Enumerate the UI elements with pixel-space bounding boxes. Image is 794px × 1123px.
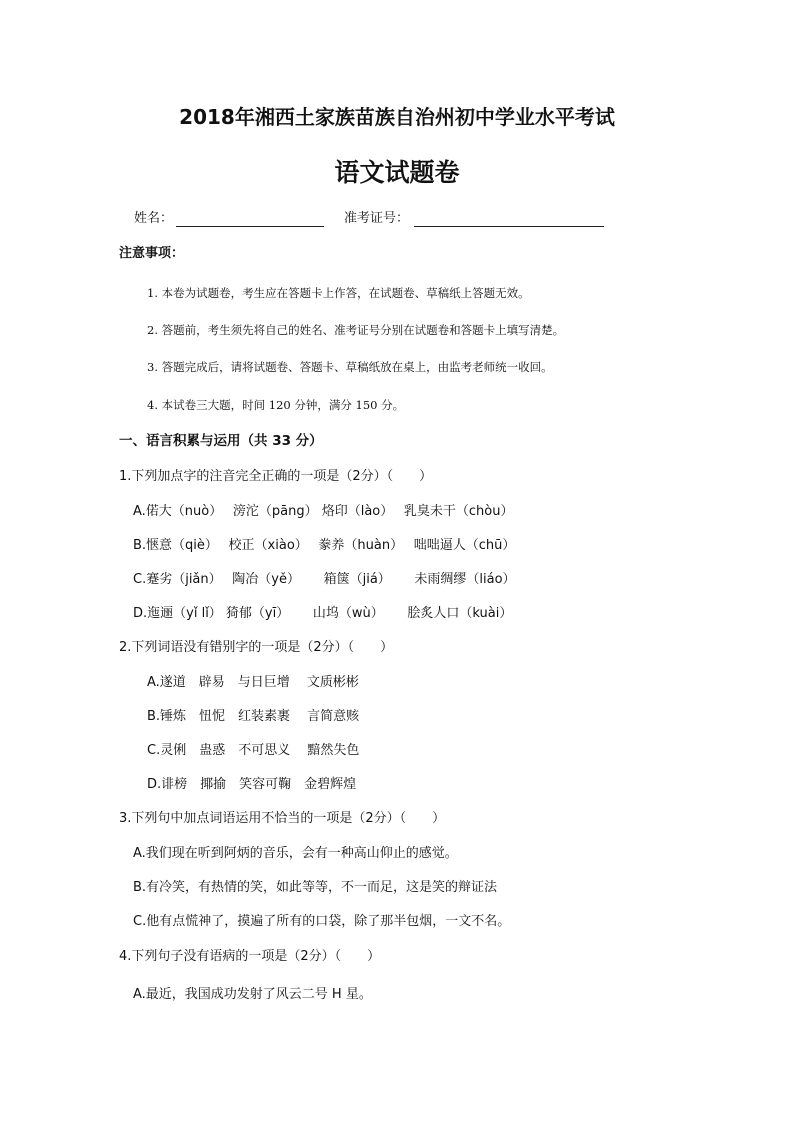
question-stem: 1.下列加点字的注音完全正确的一项是（2分）（ ）: [119, 469, 433, 484]
question-option: A.偌大（nuò） 滂沱（pāng） 烙印（lào） 乳臭未干（chòu）: [133, 504, 514, 519]
notice-item: 2. 答题前，考生须先将自己的姓名、准考证号分别在试题卷和答题卡上填写清楚。: [147, 323, 565, 337]
section-title: 一、语言积累与运用（共 33 分）: [119, 433, 323, 449]
paper-title: 语文试题卷: [334, 158, 460, 187]
notice-item: 1. 本卷为试题卷，考生应在答题卡上作答，在试题卷、草稿纸上答题无效。: [147, 286, 530, 300]
question-option: B.惬意（qiè） 校正（xiào） 豢养（huàn） 咄咄逼人（chū）: [133, 538, 516, 553]
question-option: A.最近，我国成功发射了风云二号 H 星。: [133, 987, 372, 1002]
question-stem: 4.下列句子没有语病的一项是（2分）（ ）: [119, 949, 381, 964]
question-option: C.灵俐 蛊惑 不可思义 黯然失色: [147, 743, 360, 758]
notice-item: 4. 本试卷三大题，时间 120 分钟，满分 150 分。: [147, 398, 405, 412]
question-stem: 2.下列词语没有错别字的一项是（2分）（ ）: [119, 640, 394, 655]
id-label: 准考证号：: [344, 211, 410, 226]
question-option: C.蹇劣（jiǎn） 陶冶（yě） 箱箧（jiá） 未雨绸缪（liáo）: [133, 572, 516, 587]
question-stem: 3.下列句中加点词语运用不恰当的一项是（2分）（ ）: [119, 811, 446, 826]
id-blank[interactable]: [414, 226, 604, 227]
question-option: B.锤炼 忸怩 红装素裹 言简意赅: [147, 709, 360, 724]
notice-item: 3. 答题完成后，请将试题卷、答题卡、草稿纸放在桌上，由监考老师统一收回。: [147, 360, 553, 374]
question-option: B.有冷笑，有热情的笑，如此等等，不一而足，这是笑的辩证法: [133, 880, 498, 895]
question-option: D.迤逦（yǐ lǐ） 猗郁（yī） 山坞（wù） 脍炙人口（kuài）: [133, 606, 513, 621]
exam-title: 2018年湘西土家族苗族自治州初中学业水平考试: [179, 105, 615, 129]
name-label: 姓名：: [134, 211, 174, 226]
question-option: A.遂道 辟易 与日巨增 文质彬彬: [147, 675, 359, 690]
question-option: D.诽榜 揶揄 笑容可鞠 金碧辉煌: [147, 777, 357, 792]
name-blank[interactable]: [176, 226, 324, 227]
question-option: A.我们现在听到阿炳的音乐，会有一种高山仰止的感觉。: [133, 846, 458, 861]
notice-heading: 注意事项：: [119, 246, 185, 261]
question-option: C.他有点慌神了，摸遍了所有的口袋，除了那半包烟，一文不名。: [133, 914, 511, 929]
